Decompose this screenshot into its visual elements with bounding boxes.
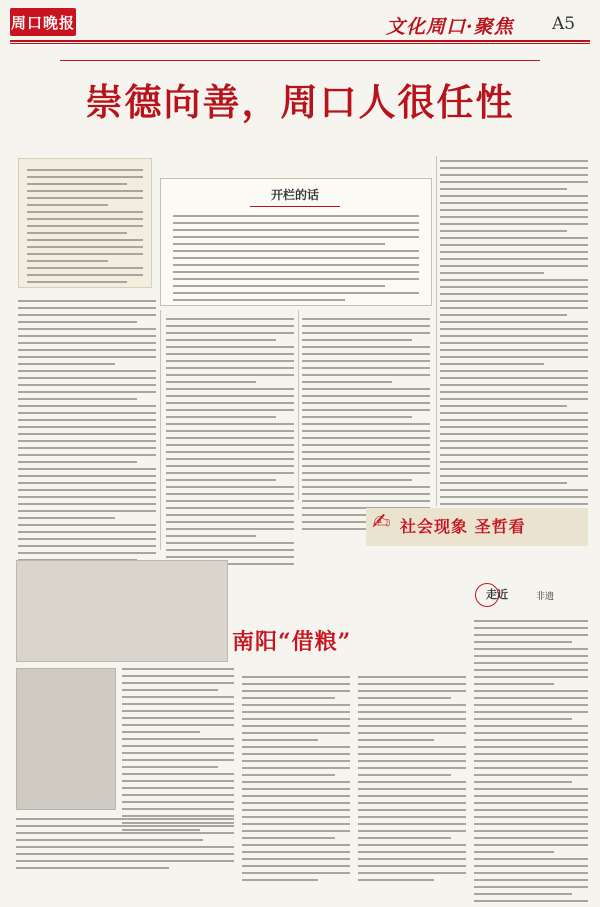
lower-col-1 (122, 668, 234, 836)
column-rule (436, 156, 437, 506)
column-title: 开栏的话 (270, 188, 319, 202)
section-title: 文化周口·聚焦 (386, 16, 514, 38)
story-col-2 (166, 318, 294, 570)
tag-sub: 非遗 (536, 592, 555, 602)
story-photo (16, 560, 228, 662)
lower-col-1b (16, 818, 234, 874)
newspaper-logo: 周口晚报 (10, 8, 76, 36)
intro-sidebar (18, 158, 152, 288)
story-col-3 (302, 318, 430, 535)
tag-main: 走近 (486, 588, 508, 601)
sidebar-text-lines (27, 169, 143, 288)
masthead-rule (10, 40, 590, 42)
story-col-1 (18, 300, 156, 573)
secondary-headline: 南阳“借粮” (232, 629, 352, 655)
page-number: A5 (552, 14, 576, 34)
headline-rule (60, 60, 540, 61)
column-title-rule (250, 206, 340, 207)
lower-col-4 (474, 620, 588, 907)
lower-col-2 (242, 676, 350, 886)
column-rule (298, 310, 299, 500)
section-banner-text: 社会现象 圣哲看 (400, 517, 526, 536)
masthead-thin-rule (10, 43, 590, 44)
column-rule (160, 310, 161, 550)
right-column-text (440, 160, 588, 531)
column-text-lines (173, 215, 419, 306)
lower-col-3 (358, 676, 466, 886)
author-portrait (16, 668, 116, 810)
main-headline: 崇德向善，周口人很任性 (85, 80, 515, 124)
hook-icon: ✍ (372, 510, 391, 535)
